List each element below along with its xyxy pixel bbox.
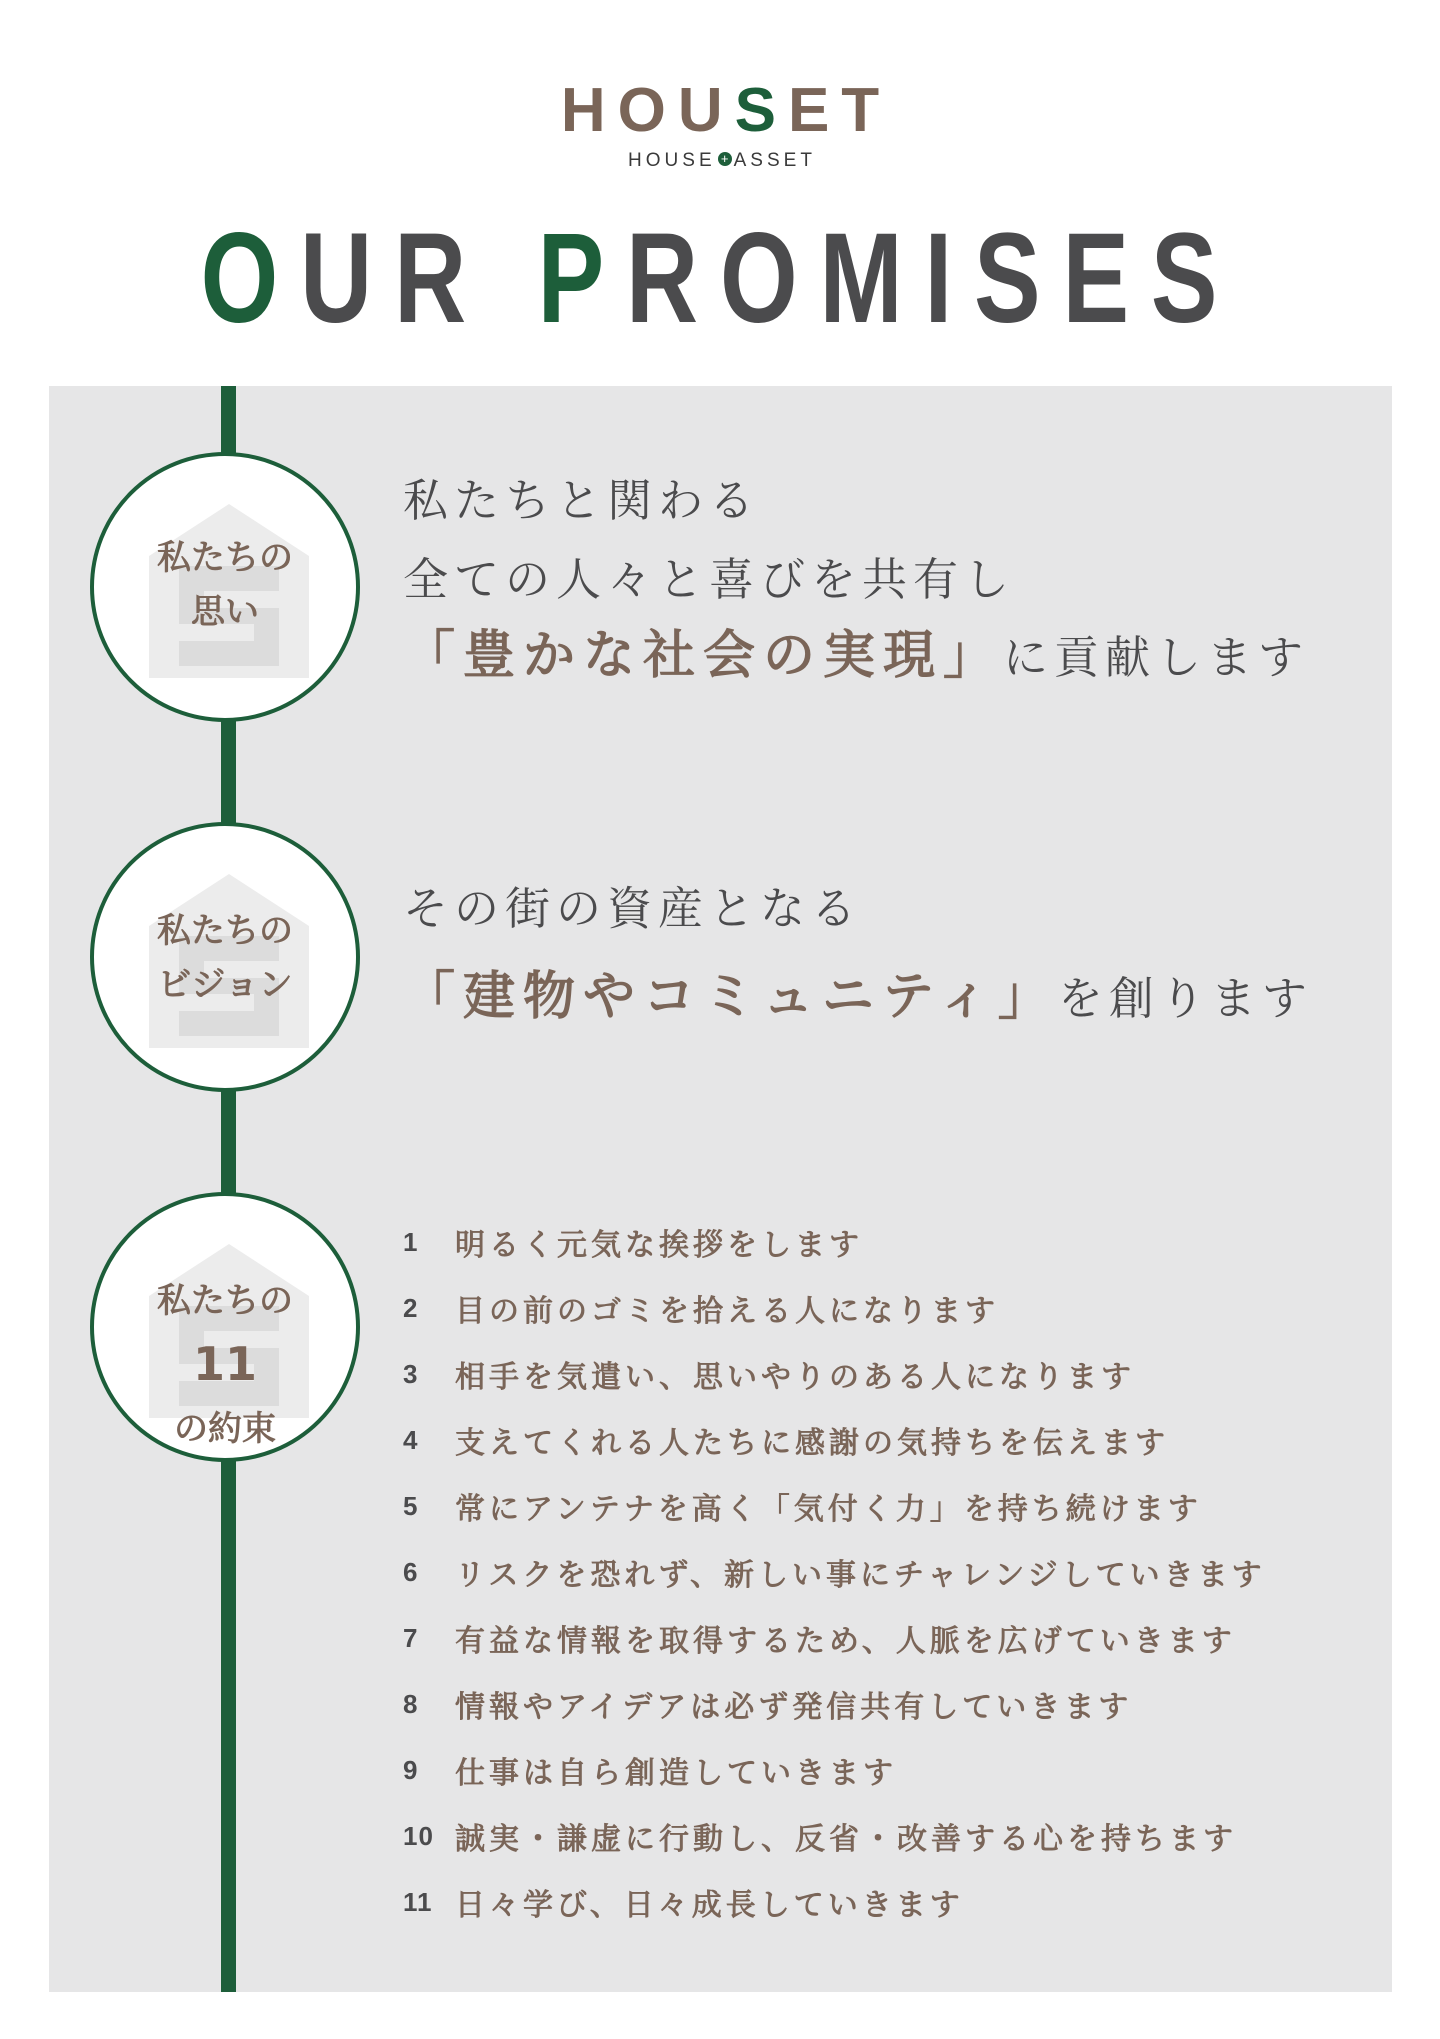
list-item — [403, 1869, 1266, 1935]
item-number: 10 — [403, 1820, 434, 1851]
item-text: 仕事は自ら創造していきます — [455, 1756, 897, 1791]
list-item — [403, 1407, 1266, 1473]
section-circle-promises — [90, 1192, 360, 1462]
title-part1: UR — [300, 207, 538, 350]
circle-line-suffix: の約束 — [174, 1408, 276, 1449]
list-item — [403, 1671, 1266, 1737]
item-text: 有益な情報を取得するため、人脈を広げていきます — [455, 1624, 1236, 1659]
section-circle-thoughts — [90, 452, 360, 722]
item-number: 9 — [403, 1754, 419, 1785]
section-thoughts-text — [403, 474, 1310, 686]
section-vision-text — [403, 882, 1313, 1027]
circle-line: 私たちの — [157, 538, 293, 578]
item-text: 支えてくれる人たちに感謝の気持ちを伝えます — [455, 1426, 1169, 1461]
title-green-letter: P — [537, 207, 627, 350]
item-number: 8 — [403, 1688, 419, 1719]
logo-sub-right: ASSET — [733, 150, 816, 171]
item-text: 日々学び、日々成長していきます — [455, 1888, 964, 1923]
circle-label — [94, 1274, 356, 1456]
item-text: 相手を気遣い、思いやりのある人になります — [455, 1360, 1135, 1395]
text-line: 全ての人々と喜びを共有し — [403, 553, 1016, 606]
circle-line: 思い — [191, 592, 259, 633]
title-first-letter: O — [200, 207, 301, 350]
item-number: 7 — [403, 1622, 419, 1653]
logo-subtitle — [0, 150, 1440, 172]
text-line — [403, 626, 1310, 686]
text-line: 私たちと関わる — [403, 474, 761, 527]
item-text: リスクを恐れず、新しい事にチャレンジしていきます — [455, 1558, 1266, 1593]
item-text: 明るく元気な挨拶をします — [455, 1228, 863, 1263]
item-number: 11 — [403, 1886, 433, 1917]
item-text: 情報やアイデアは必ず発信共有していきます — [455, 1690, 1133, 1725]
logo — [0, 76, 1440, 172]
circle-line: ビジョン — [157, 965, 293, 1006]
list-item — [403, 1803, 1266, 1869]
item-number: 3 — [403, 1358, 419, 1389]
promises-list — [403, 1209, 1266, 1935]
plain-text: に貢献します — [1003, 631, 1310, 684]
promise-count: 11 — [192, 1337, 257, 1392]
circle-line: 私たちの — [157, 1281, 293, 1321]
page-title — [158, 207, 1281, 350]
plain-text: を創ります — [1057, 972, 1313, 1025]
text-line — [403, 967, 1313, 1027]
emphasis-text: 「豊かな社会の実現」 — [403, 626, 1004, 686]
list-item — [403, 1737, 1266, 1803]
circle-label — [94, 904, 356, 1013]
item-text: 常にアンテナを高く「気付く力」を持ち続けます — [455, 1492, 1202, 1527]
item-number: 5 — [403, 1490, 419, 1521]
title-part2: ROMISES — [626, 207, 1240, 350]
list-item — [403, 1473, 1266, 1539]
circle-label — [94, 531, 356, 640]
item-number: 4 — [403, 1424, 419, 1455]
list-item — [403, 1605, 1266, 1671]
logo-word-s: S — [734, 76, 788, 145]
section-circle-vision — [90, 822, 360, 1092]
circle-line — [94, 1328, 356, 1456]
text-line: その街の資産となる — [403, 882, 863, 935]
list-item — [403, 1209, 1266, 1275]
item-text: 目の前のゴミを拾える人になります — [455, 1294, 999, 1329]
item-number: 1 — [403, 1226, 419, 1257]
item-number: 2 — [403, 1292, 419, 1323]
circle-line: 私たちの — [157, 911, 293, 951]
logo-word-suffix: ET — [787, 76, 892, 145]
logo-word-prefix: HOU — [560, 76, 735, 145]
item-number: 6 — [403, 1556, 419, 1587]
item-text: 誠実・謙虚に行動し、反省・改善する心を持ちます — [455, 1822, 1237, 1857]
list-item — [403, 1275, 1266, 1341]
logo-sub-left: HOUSE — [628, 150, 716, 171]
list-item — [403, 1341, 1266, 1407]
emphasis-text: 「建物やコミュニティ」 — [403, 967, 1058, 1027]
list-item — [403, 1539, 1266, 1605]
logo-wordmark — [549, 76, 892, 145]
plus-icon: + — [718, 152, 732, 166]
